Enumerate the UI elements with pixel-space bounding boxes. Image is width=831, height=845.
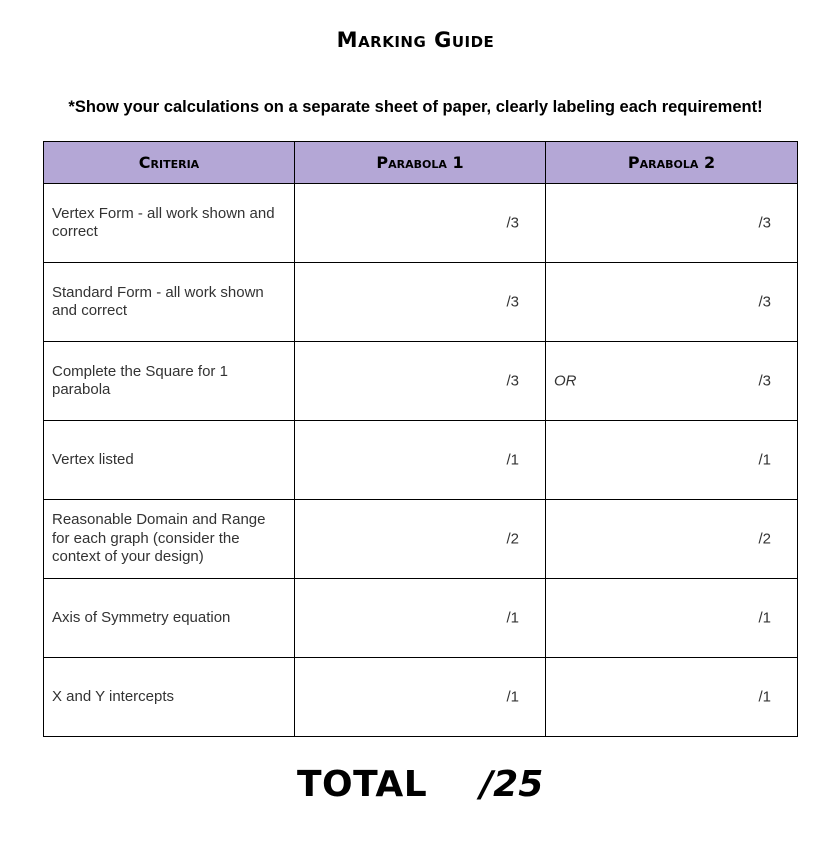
- criteria-cell: Vertex Form - all work shown and correct: [44, 184, 295, 263]
- parabola-2-score-cell[interactable]: [546, 184, 798, 263]
- criteria-cell: Reasonable Domain and Range for each graph (consider the context of your design): [44, 500, 295, 579]
- score-max: /2: [758, 530, 771, 548]
- parabola-1-score-cell[interactable]: [295, 263, 546, 342]
- header-parabola-1: Parabola 1: [295, 142, 546, 184]
- parabola-1-score-cell[interactable]: [295, 500, 546, 579]
- total-label: TOTAL: [297, 764, 428, 805]
- parabola-2-score-cell[interactable]: [546, 658, 798, 737]
- parabola-2-score-cell[interactable]: [546, 421, 798, 500]
- parabola-1-score-cell[interactable]: [295, 579, 546, 658]
- page-title: Marking Guide: [336, 28, 495, 52]
- table-row: [44, 421, 798, 500]
- table-row: [44, 184, 798, 263]
- parabola-1-score-cell[interactable]: [295, 421, 546, 500]
- score-max: /1: [758, 451, 771, 469]
- parabola-2-score-cell[interactable]: [546, 500, 798, 579]
- score-max: /3: [506, 293, 519, 311]
- score-note: OR: [554, 372, 577, 390]
- criteria-cell: X and Y intercepts: [44, 658, 295, 737]
- total-value: /25: [480, 764, 544, 805]
- table-row: [44, 579, 798, 658]
- parabola-2-score-cell[interactable]: [546, 342, 798, 421]
- instructions-text: *Show your calculations on a separate sheet of paper, clearly labeling each requirement!: [68, 98, 763, 116]
- table-row: [44, 342, 798, 421]
- score-max: /1: [506, 688, 519, 706]
- table-row: [44, 658, 798, 737]
- score-max: /1: [506, 451, 519, 469]
- score-max: /3: [758, 293, 771, 311]
- total-row: [0, 764, 831, 814]
- score-max: /3: [758, 372, 771, 390]
- parabola-1-score-cell[interactable]: [295, 342, 546, 421]
- score-max: /3: [758, 214, 771, 232]
- criteria-cell: Complete the Square for 1 parabola: [44, 342, 295, 421]
- header-parabola-2: Parabola 2: [546, 142, 798, 184]
- score-max: /2: [506, 530, 519, 548]
- table-row: [44, 500, 798, 579]
- score-max: /1: [758, 609, 771, 627]
- table-row: [44, 263, 798, 342]
- parabola-1-score-cell[interactable]: [295, 658, 546, 737]
- score-max: /3: [506, 214, 519, 232]
- criteria-cell: Standard Form - all work shown and correct: [44, 263, 295, 342]
- header-criteria: Criteria: [44, 142, 295, 184]
- criteria-cell: Vertex listed: [44, 421, 295, 500]
- marking-guide-table: [43, 141, 798, 737]
- parabola-2-score-cell[interactable]: [546, 579, 798, 658]
- parabola-2-score-cell[interactable]: [546, 263, 798, 342]
- table-header-row: [44, 142, 798, 184]
- score-max: /1: [506, 609, 519, 627]
- score-max: /3: [506, 372, 519, 390]
- score-max: /1: [758, 688, 771, 706]
- parabola-1-score-cell[interactable]: [295, 184, 546, 263]
- criteria-cell: Axis of Symmetry equation: [44, 579, 295, 658]
